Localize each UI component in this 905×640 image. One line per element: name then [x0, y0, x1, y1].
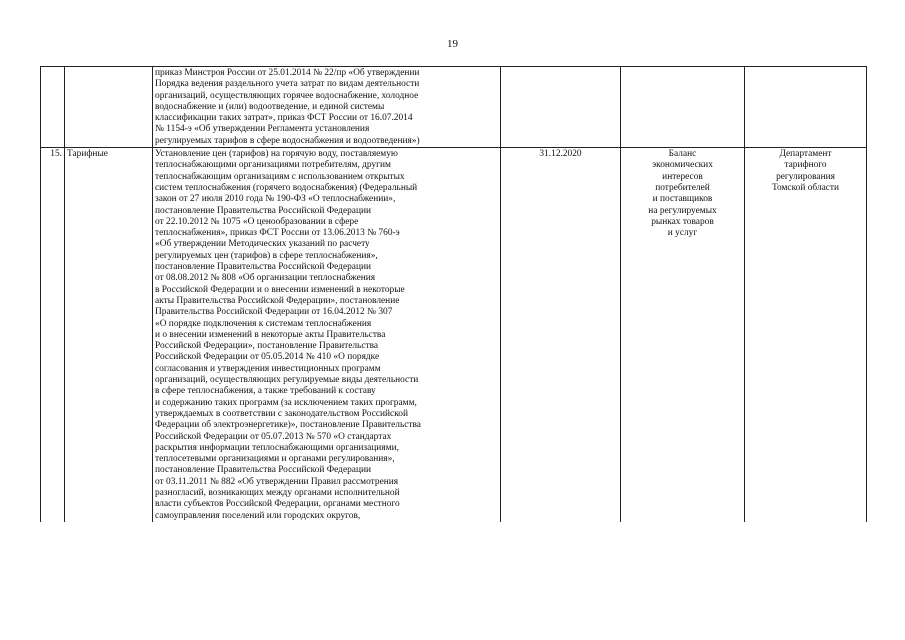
text-line: приказ Минстроя России от 25.01.2014 № 22/пр «Об утверждении [155, 68, 420, 78]
row-number-cell [41, 67, 65, 148]
text-line: систем теплоснабжения (горячего водоснабжения) (Федеральный [155, 182, 418, 193]
row-text-cell [153, 148, 501, 522]
responsible-line: регулирования [776, 171, 835, 182]
text-line: Российской Федерации от 05.05.2014 № 410 «О порядке [155, 352, 380, 363]
row-responsible-cell [745, 67, 867, 148]
goal-line: и поставщиков [652, 194, 713, 205]
page-number: 19 [447, 38, 458, 50]
text-line: постановление Правительства Российской Федерации [155, 205, 372, 216]
goal-line: экономических [652, 160, 713, 171]
row-number-cell: 15. [41, 148, 65, 522]
text-line: классификации таких затрат», приказ ФСТ России от 16.07.2014 [155, 113, 413, 124]
row-text-cell [153, 67, 501, 148]
text-line: в сфере теплоснабжения, а также требований к составу [155, 386, 376, 397]
text-line: Российской Федерации от 05.07.2013 № 570 «О стандартах [155, 431, 392, 442]
text-line: постановление Правительства Российской Федерации [155, 465, 372, 476]
responsible-line: Департамент [779, 149, 832, 160]
responsible-line: тарифного [784, 160, 827, 171]
text-line: разногласий, возникающих между органами исполнительной [155, 487, 400, 498]
row-goal-cell [621, 148, 745, 522]
text-line: от 03.11.2011 № 882 «Об утверждении Правил рассмотрения [155, 476, 399, 487]
text-line: и о внесении изменений в некоторые акты Правительства [155, 329, 386, 340]
text-line: № 1154-э «Об утверждении Регламента установления [155, 124, 370, 135]
text-line: теплоснабжающим организациям с использованием открытых [155, 171, 405, 182]
text-line: регулируемых тарифов в сфере водоснабжения и водоотведения») [155, 135, 420, 146]
text-line: теплосетевыми организациями и органами регулирования», [155, 454, 395, 465]
row-name-cell: Тарифные [65, 148, 153, 522]
goal-line: интересов [662, 171, 703, 182]
row-date-cell [501, 67, 621, 148]
text-line: Порядка ведения раздельного учета затрат по видам деятельности [155, 79, 420, 90]
row-name-cell [65, 67, 153, 148]
text-line: согласования и утверждения инвестиционных программ [155, 363, 381, 374]
goal-line: на регулируемых [648, 205, 717, 216]
row-goal-cell [621, 67, 745, 148]
text-line: организаций, осуществляющих горячее водоснабжение, холодное [155, 90, 419, 101]
text-line: «Об утверждении Методических указаний по расчету [155, 239, 370, 250]
text-line: регулируемых цен (тарифов) в сфере теплоснабжения», [155, 250, 378, 261]
text-line: от 22.10.2012 № 1075 «О ценообразовании в сфере [155, 216, 359, 227]
goal-line: рынках товаров [651, 216, 714, 227]
row-date-cell: 31.12.2020 [501, 148, 621, 522]
text-line: и содержанию таких программ (за исключением таких программ, [155, 397, 417, 408]
goal-line: Баланс [668, 149, 697, 160]
text-line: власти субъектов Российской Федерации, органами местного [155, 499, 400, 510]
text-line: организаций, осуществляющих регулируемые виды деятельности [155, 375, 419, 386]
text-line: Правительства Российской Федерации от 16.04.2012 № 307 [155, 307, 393, 318]
responsible-line: Томской области [771, 182, 840, 193]
text-line: закон от 27 июля 2010 года № 190-ФЗ «О теплоснабжении», [155, 194, 396, 205]
text-line: теплоснабжения», приказ ФСТ России от 13.06.2013 № 760-э [155, 228, 400, 239]
text-line: Федерации об электроэнергетике)», постановление Правительства [155, 420, 421, 431]
text-line: водоснабжение и (или) водоотведение, и единой системы [155, 101, 385, 112]
text-line: от 08.08.2012 № 808 «Об организации теплоснабжения [155, 273, 376, 284]
text-line: акты Правительства Российской Федерации», постановление [155, 295, 400, 306]
table-row-continued [41, 67, 867, 148]
text-line: постановление Правительства Российской Федерации [155, 262, 372, 273]
text-line: Установление цен (тарифов) на горячую воду, поставляемую [155, 149, 398, 160]
goal-line: и услуг [667, 228, 698, 239]
row-responsible-cell [745, 148, 867, 522]
goal-line: потребителей [655, 182, 710, 193]
regulation-table [40, 66, 867, 522]
text-line: самоуправления поселений или городских округов, [155, 510, 361, 521]
text-line: теплоснабжающими организациями потребителям, другим [155, 160, 391, 171]
text-line: «О порядке подключения к системам теплоснабжения [155, 318, 372, 329]
table-row-item-15 [41, 148, 867, 522]
text-line: утверждаемых в соответствии с законодательством Российской [155, 408, 408, 419]
text-line: раскрытия информации теплоснабжающими организациями, [155, 442, 399, 453]
text-line: в Российской Федерации и о внесении изменений в некоторые [155, 284, 405, 295]
text-line: Российской Федерации», постановление Правительства [155, 341, 379, 352]
